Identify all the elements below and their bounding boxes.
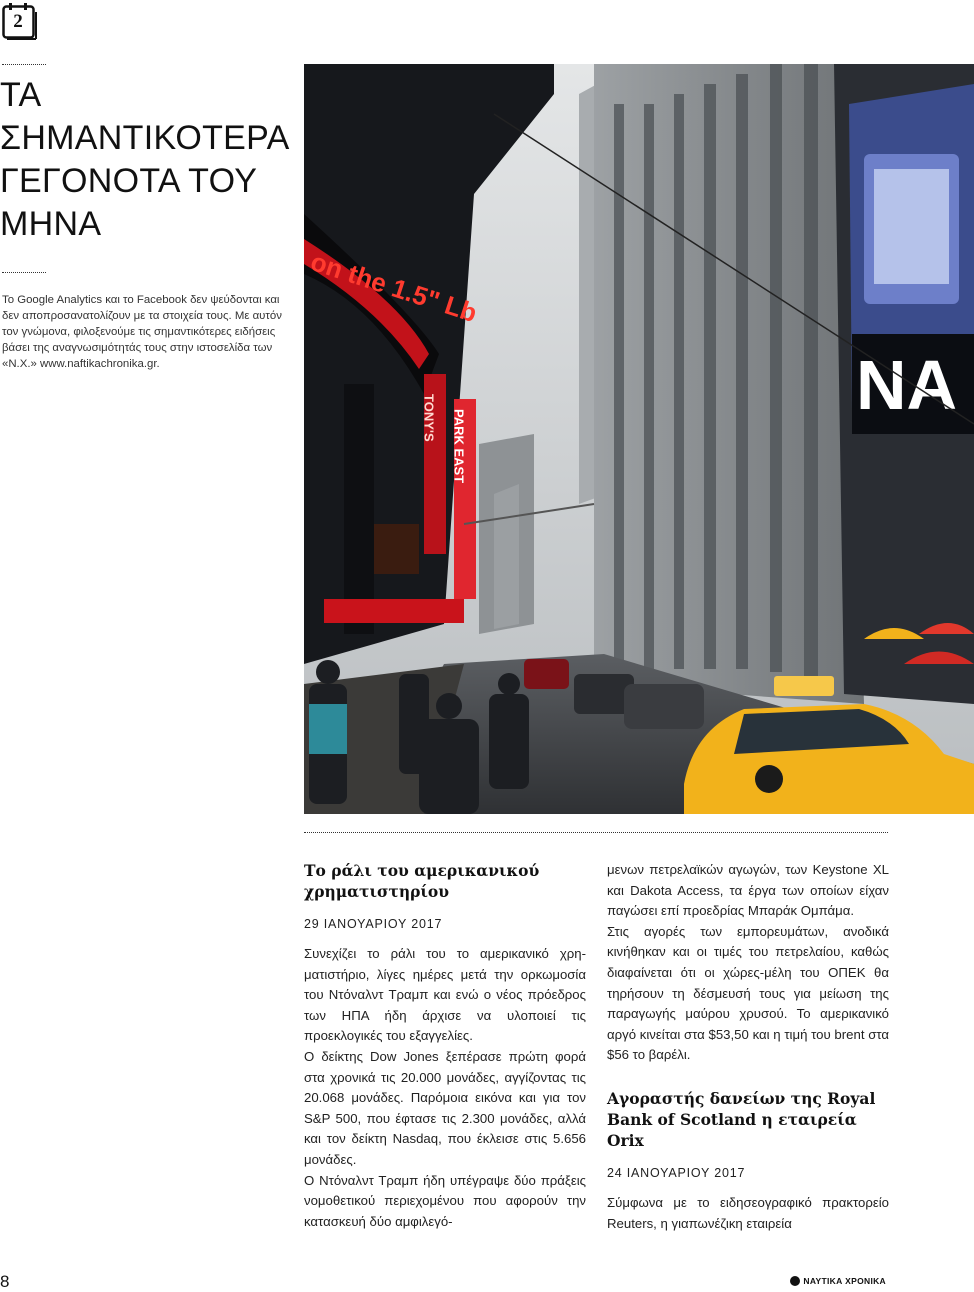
paragraph: Ο δείκτης Dow Jones ξεπέρασε πρώτη φορά στα χρονικά τις 20.000 μονάδες, αγγίζοντας τις 20.068 μονάδες. Παρόμοια εικόνα και για τον S&P 500, που έφτασε τις 2.300 μονάδες, αλλά και τον δείκτη Nasdaq, που έκλεισε στις 5.656 μονάδες. — [304, 1048, 586, 1167]
article-date: 24 ΙΑΝΟΥΑΡΙΟΥ 2017 — [607, 1165, 746, 1180]
page-number: 8 — [0, 1272, 10, 1291]
publication-logo-icon — [790, 1276, 800, 1286]
article-headline: Αγοραστής δανείων της Royal Bank of Scotland η εταιρεία Orix — [607, 1088, 876, 1150]
billboard-text: NA — [856, 346, 958, 424]
publication-name: ΝΑΥΤΙΚΑ ΧΡΟΝΙΚΑ — [803, 1276, 886, 1286]
article-body — [607, 860, 889, 1066]
divider — [2, 272, 46, 273]
ticker-text: on the 1.5" Lb — [307, 246, 481, 329]
article-column-right — [607, 860, 889, 1234]
divider — [2, 64, 46, 65]
publication-brand — [790, 1276, 886, 1286]
sign-tonys: TONY'S — [421, 394, 437, 442]
paragraph: Στις αγορές των εμπορευμάτων, ανοδικά κινήθηκαν και οι τιμές του πετρελαίου, καθώς διαφαίνεται ότι οι χώρες-μέλη του ΟΠΕΚ θα τηρήσουν τη δέσμευσή τους για μείωση της παραγωγής μαύρου χρυσού. Το αμερικανικό αργό κινείται στα $53,50 και η τιμή του brent στα $56 το βαρέλι. — [607, 923, 889, 1063]
article-date: 29 ΙΑΝΟΥΑΡΙΟΥ 2017 — [304, 917, 443, 931]
street-photo — [304, 64, 974, 814]
paragraph: Συνεχίζει το ράλι του το αμερικανικό χρηματιστήριο, λίγες ημέρες μετά την ορκωμοσία του Ντόναλντ Τραμπ και ενώ ο νέος πρόεδρος των ΗΠΑ ήδη άρχισε να υλοποιεί τις προεκλογικές του εξαγγελίες. — [304, 946, 586, 1044]
calendar-number: 2 — [13, 11, 23, 32]
page-title: ΤΑ ΣΗΜΑΝΤΙΚΟΤΕΡΑ ΓΕΓΟΝΟΤΑ ΤΟΥ ΜΗΝΑ — [0, 76, 288, 243]
paragraph: Σύμφωνα με το ειδησεογραφικό πρακτορείο Reuters, η γιαπωνέζικη εταιρεία — [607, 1194, 889, 1231]
divider — [304, 832, 888, 833]
calendar-icon — [2, 2, 38, 40]
paragraph-continuation: μενων πετρελαϊκών αγωγών, των Keystone XL και Dakota Access, τα έργα των οποίων είχαν παγώσει επί προεδρίας Μπαράκ Ομπάμα. — [607, 862, 889, 919]
intro-text: Το Google Analytics και το Facebook δεν ψεύδονται και δεν αποπροσανατολίζουν με τα στοιχεία τους. Με αυτόν τον γνώμονα, φιλοξενούμε τις σημαντικότερες ειδήσεις βάσει της αναγνωσιμότητάς τους στην ιστοσελίδα των «Ν.Χ.» www.naftikachronika.gr. — [2, 294, 282, 370]
article-body — [607, 1193, 889, 1234]
paragraph-continued: Ο Ντόναλντ Τραμπ ήδη υπέγραψε δύο πράξεις νομοθετικού περιεχομένου που αφορούν την κατασκευή δύο αμφιλεγό- — [304, 1172, 586, 1229]
sign-park-east: PARK EAST — [451, 409, 467, 484]
article-column-left — [304, 860, 586, 1232]
article-body — [304, 944, 586, 1232]
article-headline: Το ράλι του αμερικανικού χρηματιστηρίου — [304, 861, 540, 901]
